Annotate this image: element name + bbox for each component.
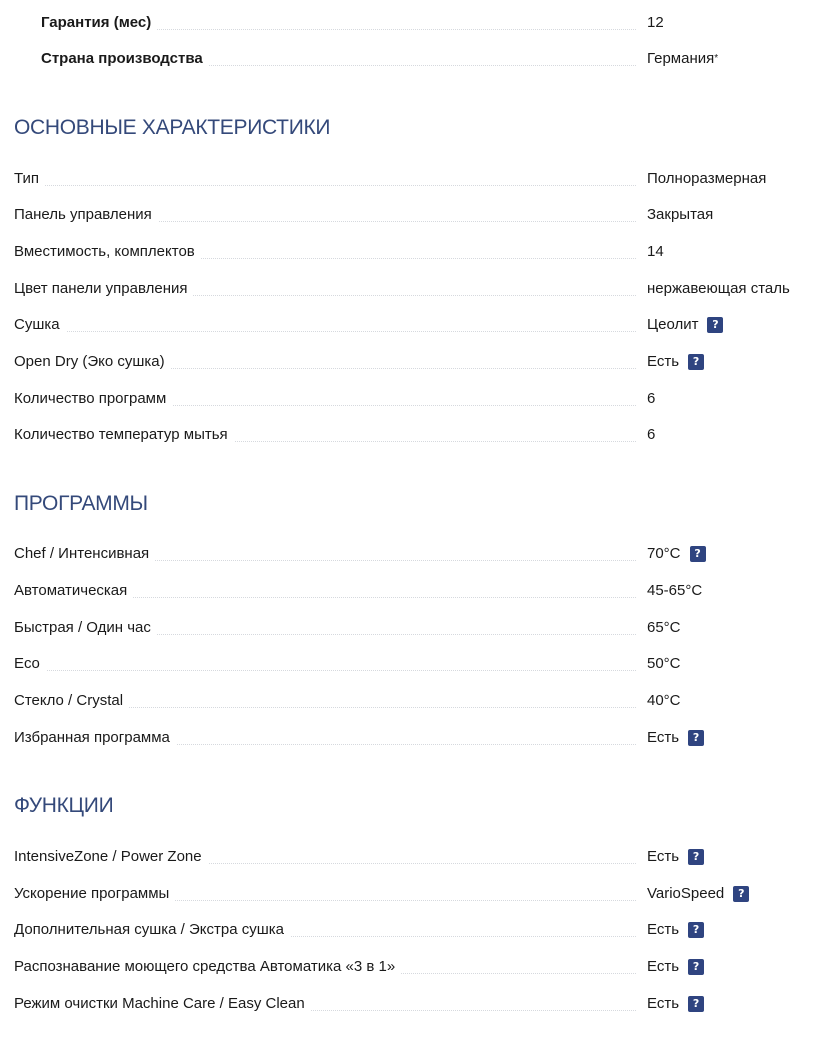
spec-label: Open Dry (Эко сушка): [14, 351, 171, 373]
spec-value-text: Полноразмерная: [647, 170, 767, 187]
help-icon[interactable]: ?: [690, 546, 706, 562]
spec-value-text: Есть: [647, 848, 680, 865]
spec-value-text: 6: [647, 426, 656, 443]
help-icon[interactable]: ?: [688, 730, 704, 746]
spec-row: [14, 351, 809, 375]
spec-value-text: 50°C: [647, 655, 681, 672]
spec-value-text: 6: [647, 390, 656, 407]
spec-value: [647, 543, 706, 565]
spec-value: [647, 690, 681, 712]
spec-row: [14, 278, 809, 302]
section-title: ПРОГРАММЫ: [14, 492, 148, 515]
spec-value-text: Есть: [647, 958, 680, 975]
spec-label: Панель управления: [14, 204, 158, 226]
spec-value: [647, 727, 704, 749]
spec-row-country: [14, 48, 809, 72]
spec-label: Автоматическая: [14, 580, 133, 602]
section-title: ФУНКЦИИ: [14, 794, 114, 817]
spec-label: Гарантия (мес): [14, 12, 157, 34]
spec-row: [14, 617, 809, 641]
spec-value: [647, 653, 681, 675]
spec-label: Вместимость, комплектов: [14, 241, 201, 263]
spec-label: Количество температур мытья: [14, 424, 234, 446]
spec-row: [14, 993, 809, 1017]
spec-label: Избранная программа: [14, 727, 176, 749]
spec-value-text: 14: [647, 243, 664, 260]
spec-row: [14, 690, 809, 714]
spec-row: [14, 168, 809, 192]
spec-label: Режим очистки Machine Care / Easy Clean: [14, 993, 311, 1015]
section-title: ОСНОВНЫЕ ХАРАКТЕРИСТИКИ: [14, 116, 331, 139]
spec-value: [647, 617, 681, 639]
spec-row: [14, 883, 809, 907]
spec-row: [14, 204, 809, 228]
dotted-leader: [14, 670, 636, 671]
spec-label: Сушка: [14, 314, 66, 336]
spec-row: [14, 919, 809, 943]
spec-value-text: Закрытая: [647, 206, 714, 223]
spec-label: Тип: [14, 168, 45, 190]
spec-value: [647, 241, 664, 263]
spec-label: Цвет панели управления: [14, 278, 193, 300]
dotted-leader: [14, 331, 636, 332]
spec-value: [647, 956, 704, 978]
spec-label: Страна производства: [14, 48, 209, 70]
spec-label: Eco: [14, 653, 46, 675]
spec-label: Ускорение программы: [14, 883, 175, 905]
footnote-mark: *: [714, 53, 719, 64]
spec-row: [14, 543, 809, 567]
spec-value: [647, 314, 723, 336]
spec-value-text: 70°C: [647, 545, 681, 562]
spec-value-text: Германия: [647, 50, 715, 67]
help-icon[interactable]: ?: [688, 354, 704, 370]
spec-value-text: 45-65°C: [647, 582, 703, 599]
spec-value-text: Цеолит: [647, 316, 699, 333]
spec-row: [14, 580, 809, 604]
spec-value: [647, 424, 655, 446]
spec-value: [647, 351, 704, 373]
spec-row: [14, 424, 809, 448]
spec-label: Быстрая / Один час: [14, 617, 157, 639]
spec-label: Дополнительная сушка / Экстра сушка: [14, 919, 290, 941]
spec-value-text: Есть: [647, 921, 680, 938]
spec-value: 12: [647, 14, 664, 31]
spec-label: Chef / Интенсивная: [14, 543, 155, 565]
spec-row: [14, 314, 809, 338]
spec-value: [647, 580, 702, 602]
spec-value: [647, 919, 704, 941]
help-icon[interactable]: ?: [688, 959, 704, 975]
help-icon[interactable]: ?: [688, 849, 704, 865]
spec-value-text: 65°C: [647, 619, 681, 636]
spec-value: [647, 883, 749, 905]
spec-row-warranty: [14, 12, 809, 36]
spec-value-text: Есть: [647, 995, 680, 1012]
spec-value: [647, 278, 790, 300]
spec-value: [647, 204, 713, 226]
dotted-leader: [14, 185, 636, 186]
help-icon[interactable]: ?: [688, 922, 704, 938]
spec-value-text: Есть: [647, 353, 680, 370]
spec-row: [14, 241, 809, 265]
spec-value: [647, 993, 704, 1015]
spec-value: [647, 168, 766, 190]
spec-label: Распознавание моющего средства Автоматика «3 в 1»: [14, 956, 401, 978]
spec-value: [647, 388, 655, 410]
spec-value-text: VarioSpeed: [647, 885, 725, 902]
spec-row: [14, 388, 809, 412]
spec-value-text: Есть: [647, 729, 680, 746]
spec-value-text: нержавеющая сталь: [647, 280, 790, 297]
spec-label: IntensiveZone / Power Zone: [14, 846, 208, 868]
spec-label: Количество программ: [14, 388, 172, 410]
spec-value: [647, 48, 718, 70]
spec-row: [14, 653, 809, 677]
help-icon[interactable]: ?: [707, 317, 723, 333]
spec-row: [14, 727, 809, 751]
help-icon[interactable]: ?: [688, 996, 704, 1012]
spec-row: [14, 846, 809, 870]
spec-row: [14, 956, 809, 980]
spec-value: [647, 846, 704, 868]
spec-label: Стекло / Crystal: [14, 690, 129, 712]
help-icon[interactable]: ?: [733, 886, 749, 902]
spec-value-text: 40°C: [647, 692, 681, 709]
